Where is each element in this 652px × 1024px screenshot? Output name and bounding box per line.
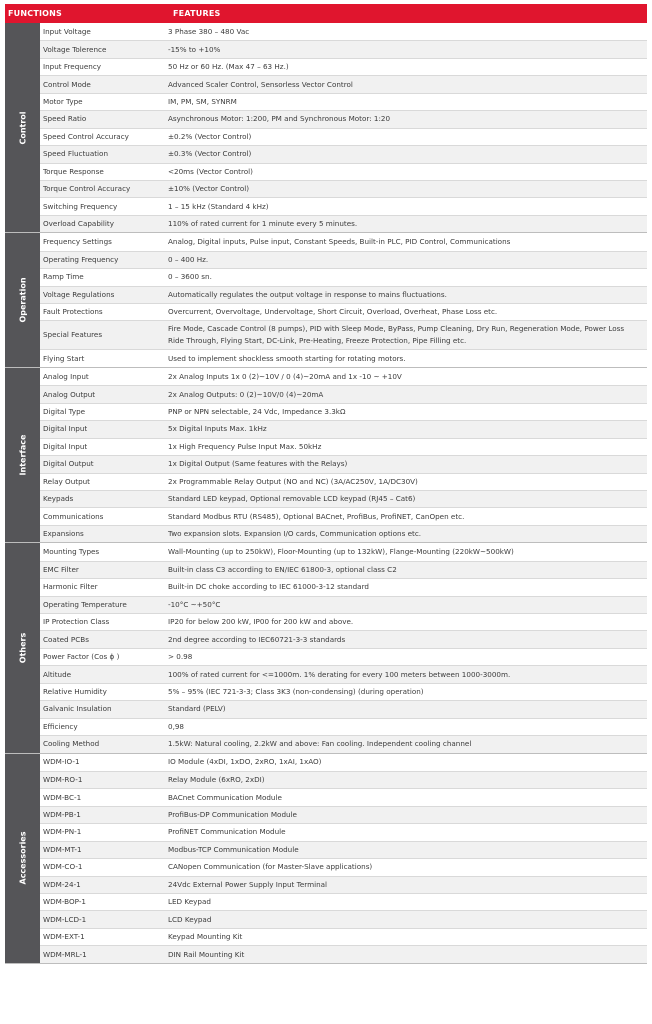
function-cell: Frequency Settings (43, 236, 112, 246)
feature-cell: CANopen Communication (for Master-Slave applications) (168, 862, 373, 872)
table-row (40, 268, 647, 285)
table-row (40, 163, 647, 180)
feature-cell: > 0.98 (168, 652, 193, 662)
feature-cell: Fire Mode, Cascade Control (8 pumps), PID with Sleep Mode, ByPass, Pump Cleaning, Dry Run, Regeneration Mode, Power Loss Ride Through, Flying Start, DC-Link, Pre-Heating, Freeze Protection, Pipe Filling etc. (168, 324, 625, 346)
section-rows (40, 233, 647, 367)
table-row (40, 507, 647, 524)
table-row (40, 303, 647, 320)
function-cell: Coated PCBs (43, 634, 89, 644)
table-row (40, 75, 647, 92)
function-cell: Harmonic Filter (43, 582, 98, 592)
feature-cell: DIN Rail Mounting Kit (168, 949, 245, 959)
feature-cell: IM, PM, SM, SYNRM (168, 96, 237, 106)
feature-cell: -15% to +10% (168, 44, 221, 54)
table-row (40, 215, 647, 232)
function-cell: Cooling Method (43, 739, 100, 749)
table-row (40, 806, 647, 823)
table-row (40, 403, 647, 420)
feature-cell: 2x Analog Inputs 1x 0 (2)~10V / 0 (4)~20mA and 1x -10 ~ +10V (168, 371, 402, 381)
feature-cell: ProfiBus-DP Communication Module (168, 810, 297, 820)
function-cell: Efficiency (43, 721, 78, 731)
feature-cell: 100% of rated current for <=1000m. 1% derating for every 100 meters between 1000-3000m. (168, 669, 511, 679)
function-cell: WDM-RO-1 (43, 775, 83, 785)
feature-cell: Wall-Mounting (up to 250kW), Floor-Mounting (up to 132kW), Flange-Mounting (220kW~500kW) (168, 546, 514, 556)
function-cell: Mounting Types (43, 546, 100, 556)
feature-cell: LED Keypad (168, 897, 211, 907)
table-row (40, 473, 647, 490)
table-row (40, 823, 647, 840)
table-row (40, 613, 647, 630)
feature-cell: -10°C ~+50°C (168, 599, 221, 609)
function-cell: WDM-BOP-1 (43, 897, 86, 907)
section-operation (5, 233, 647, 368)
function-cell: WDM-MT-1 (43, 844, 82, 854)
table-row (40, 251, 647, 268)
function-cell: Speed Fluctuation (43, 149, 108, 159)
function-cell: Altitude (43, 669, 72, 679)
feature-cell: 0 – 400 Hz. (168, 254, 209, 264)
feature-cell: 3 Phase 380 – 480 Vac (168, 26, 250, 36)
function-cell: Input Voltage (43, 26, 91, 36)
function-cell: WDM-CO-1 (43, 862, 83, 872)
section-title: Interface (18, 434, 27, 476)
function-cell: Input Frequency (43, 62, 102, 72)
section-rows (40, 23, 647, 232)
feature-cell: Built-in DC choke according to IEC 61000-3-12 standard (168, 582, 369, 592)
feature-cell: Relay Module (6xRO, 2xDI) (168, 775, 265, 785)
function-cell: Digital Input (43, 441, 88, 451)
feature-cell: ProfiNET Communication Module (168, 827, 286, 837)
section-title: Control (18, 111, 27, 145)
section-control (5, 23, 647, 233)
function-cell: WDM-IO-1 (43, 757, 80, 767)
section-rows (40, 368, 647, 542)
function-cell: WDM-MRL-1 (43, 949, 87, 959)
section-rows (40, 543, 647, 752)
table-row (40, 735, 647, 752)
feature-cell: Built-in class C3 according to EN/IEC 61800-3, optional class C2 (168, 564, 397, 574)
feature-cell: PNP or NPN selectable, 24 Vdc, Impedance 3.3kΩ (168, 406, 346, 416)
table-row (40, 928, 647, 945)
table-row (40, 93, 647, 110)
feature-cell: LCD Keypad (168, 914, 212, 924)
table-row (40, 630, 647, 647)
feature-cell: Advanced Scaler Control, Sensorless Vector Control (168, 79, 353, 89)
table-row (40, 543, 647, 560)
feature-cell: 1 – 15 kHz (Standard 4 kHz) (168, 201, 269, 211)
section-rows (40, 754, 647, 963)
features-header: FEATURES (173, 9, 221, 18)
feature-cell: 2x Programmable Relay Output (NO and NC) (3A/AC250V, 1A/DC30V) (168, 476, 418, 486)
functions-header: FUNCTIONS (8, 9, 63, 18)
table-row (40, 771, 647, 788)
function-cell: Operating Temperature (43, 599, 127, 609)
function-cell: Relay Output (43, 476, 90, 486)
section-label-bar (5, 233, 40, 367)
table-row (40, 490, 647, 507)
feature-cell: Two expansion slots. Expansion I/O cards, Communication options etc. (168, 529, 422, 539)
table-row (40, 525, 647, 542)
table-row (40, 438, 647, 455)
function-cell: Expansions (43, 529, 84, 539)
table-row (40, 233, 647, 250)
feature-cell: Asynchronous Motor: 1:200, PM and Synchronous Motor: 1:20 (168, 114, 391, 124)
feature-cell: Modbus-TCP Communication Module (168, 844, 299, 854)
feature-cell: 24Vdc External Power Supply Input Terminal (168, 879, 328, 889)
function-cell: Digital Type (43, 406, 86, 416)
function-cell: Switching Frequency (43, 201, 118, 211)
feature-cell: 0 – 3600 sn. (168, 272, 212, 282)
function-cell: Control Mode (43, 79, 91, 89)
function-cell: Fault Protections (43, 307, 103, 317)
feature-cell: IO Module (4xDI, 1xDO, 2xRO, 1xAI, 1xAO) (168, 757, 322, 767)
table-row (40, 718, 647, 735)
function-cell: WDM-LCD-1 (43, 914, 87, 924)
feature-cell: <20ms (Vector Control) (168, 166, 253, 176)
table-row (40, 683, 647, 700)
feature-cell: Used to implement shockless smooth starting for rotating motors. (168, 353, 406, 363)
section-accessories (5, 754, 647, 964)
table-row (40, 286, 647, 303)
table-row (40, 385, 647, 402)
function-cell: WDM-EXT-1 (43, 932, 85, 942)
feature-cell: Standard (PELV) (168, 704, 226, 714)
table-row (40, 700, 647, 717)
feature-cell: 2nd degree according to IEC60721-3-3 standards (168, 634, 346, 644)
feature-cell: ±10% (Vector Control) (168, 184, 250, 194)
feature-cell: 5% – 95% (IEC 721-3-3; Class 3K3 (non-condensing) (during operation) (168, 686, 424, 696)
table-row (40, 349, 647, 366)
table-row (40, 320, 647, 349)
table-row (40, 420, 647, 437)
spec-table-body (0, 23, 652, 964)
table-row (40, 578, 647, 595)
function-cell: WDM-PN-1 (43, 827, 82, 837)
feature-cell: 0,98 (168, 721, 185, 731)
table-row (40, 945, 647, 962)
function-cell: WDM-24-1 (43, 879, 81, 889)
table-row (40, 561, 647, 578)
table-row (40, 665, 647, 682)
feature-cell: Overcurrent, Overvoltage, Undervoltage, Short Circuit, Overload, Overheat, Phase Loss etc. (168, 307, 498, 317)
function-cell: Relative Humidity (43, 686, 107, 696)
section-label-bar (5, 368, 40, 542)
feature-cell: Keypad Mounting Kit (168, 932, 243, 942)
function-cell: Analog Output (43, 389, 96, 399)
table-row (40, 145, 647, 162)
table-row (40, 876, 647, 893)
function-cell: EMC Filter (43, 564, 79, 574)
table-row (40, 596, 647, 613)
section-label-bar (5, 23, 40, 232)
function-cell: Digital Input (43, 424, 88, 434)
feature-cell: BACnet Communication Module (168, 792, 282, 802)
table-row (40, 893, 647, 910)
feature-cell: 1x High Frequency Pulse Input Max. 50kHz (168, 441, 322, 451)
function-cell: Motor Type (43, 96, 83, 106)
function-cell: Operating Frequency (43, 254, 119, 264)
function-cell: Special Features (43, 330, 103, 340)
section-interface (5, 368, 647, 543)
table-row (40, 841, 647, 858)
table-row (40, 910, 647, 927)
table-row (40, 110, 647, 127)
function-cell: Voltage Regulations (43, 289, 115, 299)
function-cell: Galvanic Insulation (43, 704, 112, 714)
feature-cell: ±0.2% (Vector Control) (168, 131, 252, 141)
feature-cell: 50 Hz or 60 Hz. (Max 47 – 63 Hz.) (168, 62, 289, 72)
function-cell: Speed Control Accuracy (43, 131, 129, 141)
table-row (40, 648, 647, 665)
feature-cell: Analog, Digital inputs, Pulse input, Constant Speeds, Built-in PLC, PID Control, Communications (168, 236, 511, 246)
feature-cell: Standard LED keypad, Optional removable LCD keypad (RJ45 – Cat6) (168, 494, 416, 504)
function-cell: IP Protection Class (43, 617, 110, 627)
table-row (40, 128, 647, 145)
section-label-bar (5, 754, 40, 963)
feature-cell: 1x Digital Output (Same features with the Relays) (168, 459, 348, 469)
function-cell: Overload Capability (43, 219, 114, 229)
feature-cell: 2x Analog Outputs: 0 (2)~10V/0 (4)~20mA (168, 389, 324, 399)
section-label-bar (5, 543, 40, 752)
feature-cell: 110% of rated current for 1 minute every 5 minutes. (168, 219, 358, 229)
section-title: Operation (18, 277, 27, 323)
table-row (40, 788, 647, 805)
feature-cell: ±0.3% (Vector Control) (168, 149, 252, 159)
table-row (40, 455, 647, 472)
feature-cell: Standard Modbus RTU (RS485), Optional BACnet, ProfiBus, ProfiNET, CanOpen etc. (168, 511, 465, 521)
table-row (40, 858, 647, 875)
feature-cell: IP20 for below 200 kW, IP00 for 200 kW and above. (168, 617, 354, 627)
function-cell: Communications (43, 511, 104, 521)
section-title: Others (18, 632, 27, 664)
function-cell: Digital Output (43, 459, 94, 469)
table-row (40, 197, 647, 214)
feature-cell: Automatically regulates the output voltage in response to mains fluctuations. (168, 289, 447, 299)
function-cell: Ramp Time (43, 272, 84, 282)
function-cell: Keypads (43, 494, 74, 504)
table-row (40, 58, 647, 75)
function-cell: Flying Start (43, 353, 85, 363)
function-cell: Analog Input (43, 371, 89, 381)
table-header (5, 4, 647, 23)
function-cell: Torque Response (43, 166, 104, 176)
function-cell: Power Factor (Cos ϕ ) (43, 652, 120, 662)
feature-cell: 5x Digital Inputs Max. 1kHz (168, 424, 267, 434)
table-row (40, 23, 647, 40)
function-cell: Speed Ratio (43, 114, 87, 124)
section-others (5, 543, 647, 753)
function-cell: Torque Control Accuracy (43, 184, 131, 194)
table-row (40, 180, 647, 197)
table-row (40, 754, 647, 771)
feature-cell: 1.5kW: Natural cooling, 2.2kW and above: Fan cooling. Independent cooling channel (168, 739, 472, 749)
function-cell: Voltage Tolerence (43, 44, 107, 54)
section-title: Accessories (18, 831, 27, 885)
table-row (40, 40, 647, 57)
table-row (40, 368, 647, 385)
function-cell: WDM-PB-1 (43, 810, 81, 820)
function-cell: WDM-BC-1 (43, 792, 82, 802)
